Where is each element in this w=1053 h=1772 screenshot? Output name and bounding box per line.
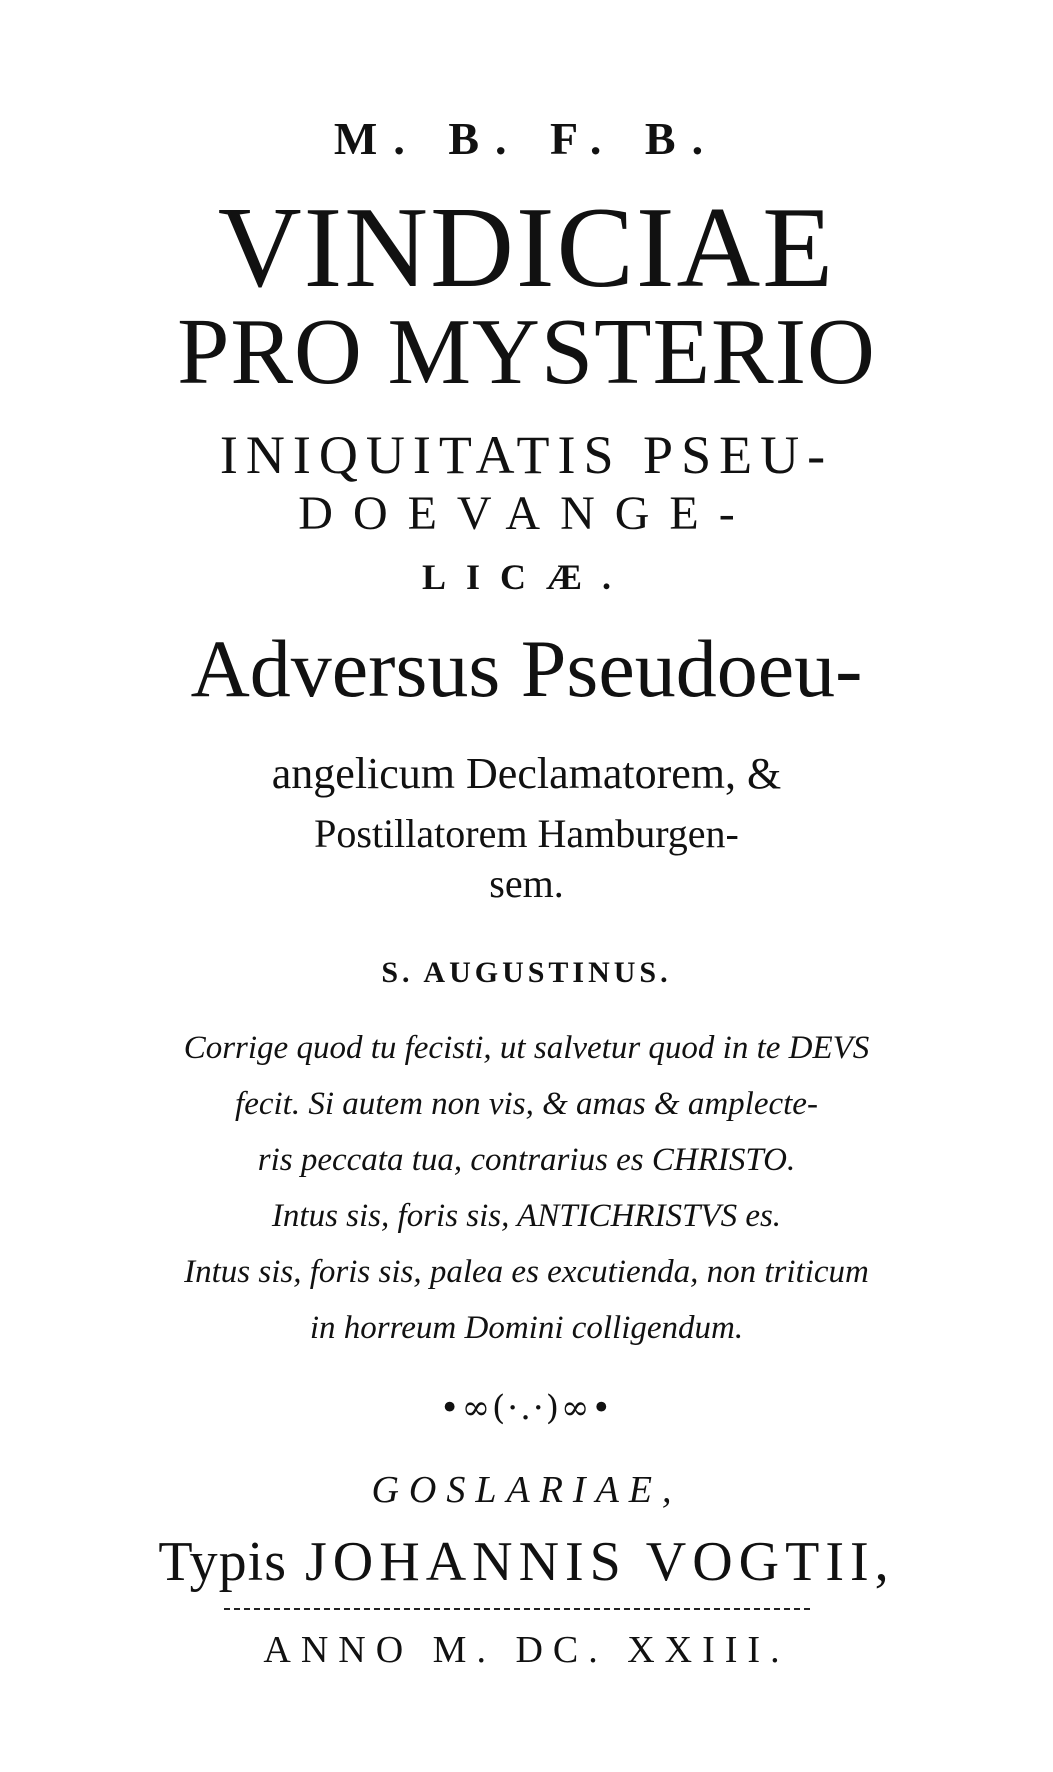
epigraph-line: Intus sis, foris sis, ANTICHRISTVS es. [271,1198,782,1234]
epigraph-line: Intus sis, foris sis, palea es excutienda, non triticum [184,1254,869,1290]
title-line-1: VINDICIAE [217,184,836,312]
epigraph-line: ris peccata tua, contrarius es CHRISTO. [257,1142,796,1178]
imprint-printer-line [0,1530,1053,1594]
title-line-4: DOEVANGE- [298,487,755,540]
imprint-year: ANNO M. DC. XXIII. [263,1629,790,1671]
subtitle-line-2: angelicum Declamatorem, & [271,749,782,798]
epigraph-line: Corrige quod tu fecisti, ut salvetur quod in te DEVS [183,1030,870,1066]
imprint-typis: Typis [158,1531,288,1593]
title-line-3: INIQUITATIS PSEU- [219,425,834,485]
subtitle-line-4: sem. [489,861,564,906]
printers-ornament: •∞(·.·)∞• [439,1388,614,1428]
divider-rule [224,1608,810,1610]
epigraph-author: S. AUGUSTINUS. [381,956,672,989]
title-line-5: LICÆ. [421,557,632,597]
imprint-place: GOSLARIAE, [371,1469,682,1511]
imprint-printer-name: JOHANNIS VOGTII, [305,1531,895,1593]
title-line-2: PRO MYSTERIO [177,300,876,404]
subtitle-line-1: Adversus Pseudoeu- [190,623,863,714]
subtitle-line-3: Postillatorem Hamburgen- [314,811,739,856]
epigraph-line: fecit. Si autem non vis, & amas & amplecte- [235,1086,818,1122]
author-initials: M. B. F. B. [333,113,720,164]
epigraph-line: in horreum Domini colligendum. [309,1310,744,1346]
